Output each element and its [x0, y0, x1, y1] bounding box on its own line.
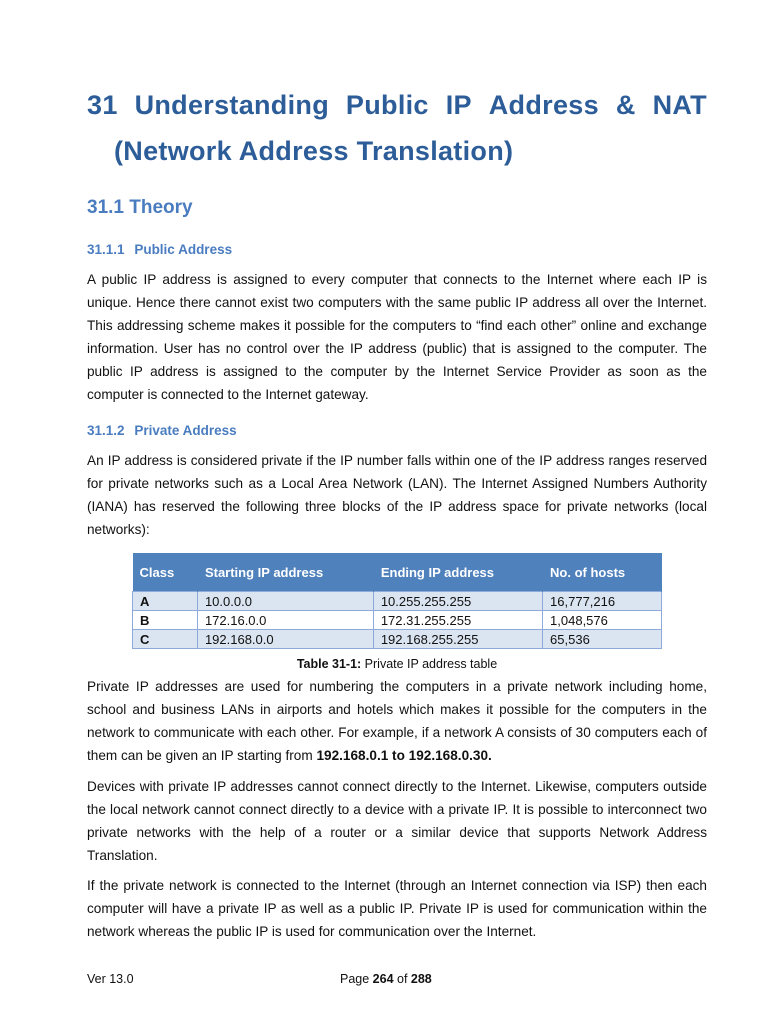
- table-caption-text: Private IP address table: [361, 657, 498, 671]
- paragraph-private-limits: Devices with private IP addresses cannot connect directly to the Internet. Likewise, computers outside the local network cannot connect directly to a device with a private IP. It is possible to interconnect two private networks with the help of a router or a similar device that supports Network Address Translation.: [87, 779, 707, 863]
- table-row: [133, 611, 662, 630]
- subsection-number: 31.1.1: [87, 242, 125, 257]
- paragraph-private-public: If the private network is connected to the Internet (through an Internet connection via ISP) then each computer will have a private IP as well as a public IP. Private IP is used for communication within the network whereas the public IP is used for communication over the Internet.: [87, 878, 707, 939]
- title-word: Understanding: [134, 90, 329, 120]
- table-header-cell: No. of hosts: [543, 553, 662, 592]
- chapter-title-line1: [87, 82, 707, 128]
- subsection-number: 31.1.2: [87, 423, 125, 438]
- document-page: [87, 0, 707, 1024]
- table-cell: 10.255.255.255: [373, 592, 542, 611]
- chapter-title: [87, 82, 707, 174]
- section-heading-theory: 31.1 Theory: [87, 197, 193, 218]
- table-caption: [87, 657, 707, 671]
- table-cell: 65,536: [543, 630, 662, 649]
- paragraph-private-address: An IP address is considered private if the IP number falls within one of the IP address ranges reserved for private networks such as a Local Area Network (LAN). The Internet Assigned Numbers Authority (IANA) has reserved the following three blocks of the IP address space for private networks (local networks):: [87, 453, 707, 537]
- title-word: &: [615, 90, 636, 120]
- table-cell: 16,777,216: [543, 592, 662, 611]
- table-cell: 1,048,576: [543, 611, 662, 630]
- table-header-cell: Ending IP address: [373, 553, 542, 592]
- page-total: 288: [410, 972, 432, 986]
- private-ip-table: [132, 553, 662, 649]
- subsection-title: Public Address: [134, 242, 233, 257]
- subsection-heading-public-address: [87, 242, 232, 257]
- footer-page-number: [340, 972, 432, 986]
- table-header-cell: Class: [133, 553, 198, 592]
- table-cell-class: A: [133, 592, 198, 611]
- title-word: Public: [345, 90, 429, 120]
- table-header-row: [133, 553, 662, 592]
- table-cell: 10.0.0.0: [197, 592, 373, 611]
- paragraph-private-usage: [87, 675, 707, 767]
- title-word: NAT: [652, 90, 707, 120]
- table-cell: 172.16.0.0: [197, 611, 373, 630]
- page-current: 264: [372, 972, 394, 986]
- table-row: [133, 592, 662, 611]
- page-mid: of: [393, 972, 411, 986]
- table-cell: 172.31.255.255: [373, 611, 542, 630]
- title-word: Address: [488, 90, 599, 120]
- chapter-number: 31: [87, 90, 118, 120]
- title-word: IP: [445, 90, 472, 120]
- subsection-heading-private-address: [87, 423, 237, 438]
- footer-version: Ver 13.0: [87, 972, 134, 986]
- table-cell-class: C: [133, 630, 198, 649]
- table-row: [133, 630, 662, 649]
- ip-range-bold: 192.168.0.1 to 192.168.0.30.: [316, 748, 492, 763]
- table-cell: 192.168.0.0: [197, 630, 373, 649]
- table-cell: 192.168.255.255: [373, 630, 542, 649]
- paragraph-public-address: A public IP address is assigned to every computer that connects to the Internet where each IP is unique. Hence there cannot exist two computers with the same public IP address all over the Internet. This addressing scheme makes it possible for the computers to “find each other” online and exchange information. User has no control over the IP address (public) that is assigned to the computer. The public IP address is assigned to the computer by the Internet Service Provider as soon as the computer is connected to the Internet gateway.: [87, 272, 707, 402]
- table-header-cell: Starting IP address: [197, 553, 373, 592]
- page-prefix: Page: [340, 972, 373, 986]
- paragraph-text: Private IP addresses are used for numbering the computers in a private network including home, school and business LANs in airports and hotels which makes it possible for the computers in the network to communicate with each other. For example, if a network A consists of 30 computers each of them can be given an IP starting from: [87, 679, 707, 763]
- table-caption-label: Table 31-1:: [296, 657, 362, 671]
- chapter-title-line2: (Network Address Translation): [114, 136, 514, 166]
- subsection-title: Private Address: [134, 423, 237, 438]
- table-cell-class: B: [133, 611, 198, 630]
